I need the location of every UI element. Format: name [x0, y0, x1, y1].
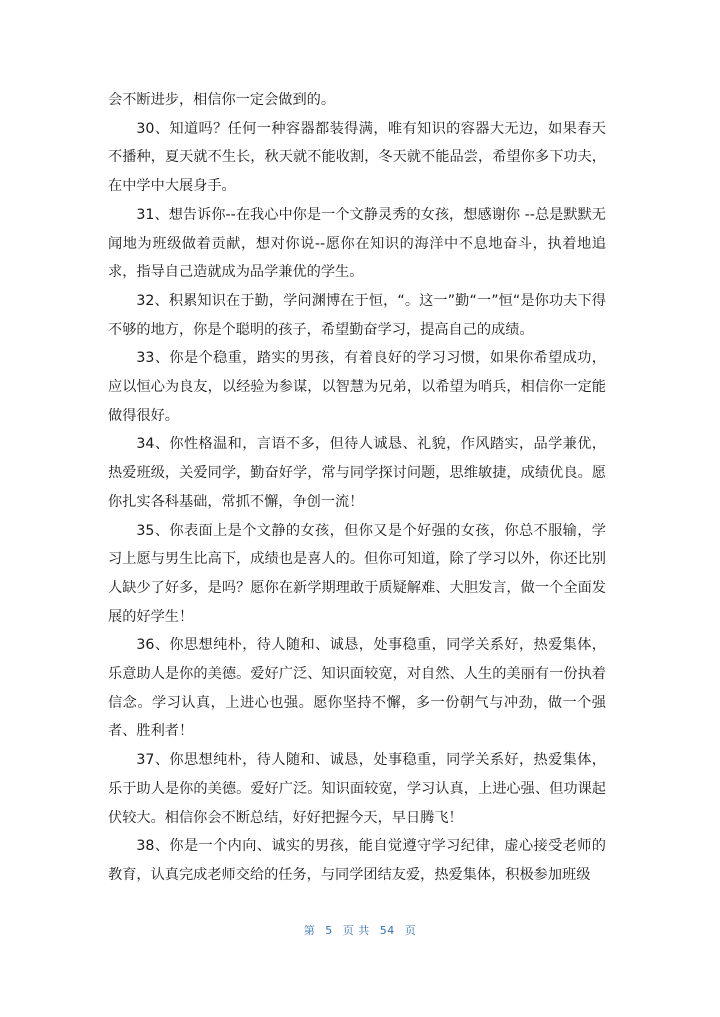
paragraph: 会不断进步，相信你一定会做到的。 — [108, 92, 336, 108]
footer-suffix: 页 — [404, 924, 417, 937]
paragraph: 38、你是一个内向、诚实的男孩，能自觉遵守学习纪律，虚心接受老师的教育，认真完成老师交给的任务，与同学团结友爱，热爱集体，积极参加班级 — [108, 838, 606, 883]
document-body — [108, 86, 606, 890]
total-page-count: 54 — [379, 924, 395, 937]
paragraph: 35、你表面上是个文静的女孩，但你又是个好强的女孩，你总不服输，学习上愿与男生比高下，成绩也是喜人的。但你可知道，除了学习以外，你还比别人缺少了好多，是吗？愿你在新学期理敢于质疑解难、大胆发言，做一个全面发展的好学生！ — [108, 522, 606, 625]
footer-middle: 页 共 — [342, 924, 370, 937]
page-footer — [0, 922, 720, 938]
paragraph: 33、你是个稳重，踏实的男孩，有着良好的学习习惯，如果你希望成功，应以恒心为良友，以经验为参谋，以智慧为兄弟，以希望为哨兵，相信你一定能做得很好。 — [108, 350, 606, 424]
paragraph: 32、积累知识在于勤，学问渊博在于恒，“。这一”勤“一”恒“是你功夫下得不够的地方，你是个聪明的孩子，希望勤奋学习，提高自己的成绩。 — [108, 292, 606, 338]
paragraph: 34、你性格温和，言语不多，但待人诚恳、礼貌，作风踏实，品学兼优，热爱班级，关爱同学，勤奋好学，常与同学探讨问题，思维敏捷，成绩优良。愿你扎实各科基础，常抓不懈，争创一流！ — [108, 436, 606, 510]
paragraph: 36、你思想纯朴，待人随和、诚恳，处事稳重，同学关系好，热爱集体，乐意助人是你的美德。爱好广泛、知识面较宽，对自然、人生的美丽有一份执着信念。学习认真，上进心也强。愿你坚持不懈，多一份朝气与冲劲，做一个强者、胜利者！ — [108, 637, 606, 740]
current-page-number: 5 — [325, 924, 333, 937]
paragraph: 30、知道吗？任何一种容器都装得满，唯有知识的容器大无边，如果春天不播种，夏天就不生长，秋天就不能收割，冬天就不能品尝，希望你多下功夫，在中学中大展身手。 — [108, 120, 606, 195]
paragraph: 37、你思想纯朴，待人随和、诚恳，处事稳重，同学关系好，热爱集体，乐于助人是你的美德。爱好广泛。知识面较宽，学习认真，上进心强、但功课起伏较大。相信你会不断总结，好好把握今天，早日腾飞！ — [108, 752, 606, 826]
paragraph: 31、想告诉你--在我心中你是一个文静灵秀的女孩，想感谢你 --总是默默无闻地为班级做着贡献，想对你说--愿你在知识的海洋中不息地奋斗，执着地追求，指导自己造就成为品学兼优的学生。 — [108, 206, 606, 281]
footer-prefix: 第 — [303, 924, 316, 937]
